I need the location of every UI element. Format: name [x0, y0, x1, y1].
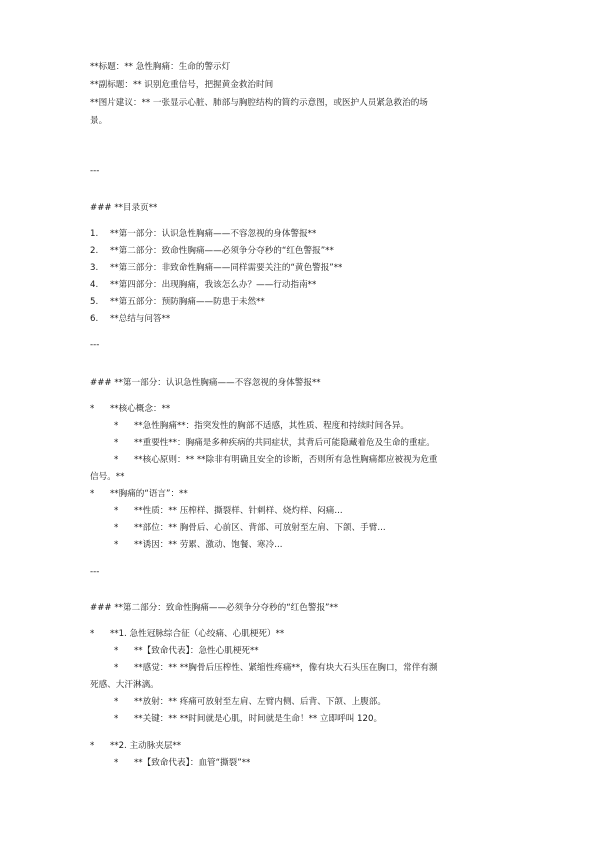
toc-item: **总结与问答**	[110, 314, 171, 324]
core-concept-item: **重要性**：胸痛是多种疾病的共同症状，其背后可能隐藏着危及生命的重症。	[134, 438, 435, 448]
toc-number: 4.	[90, 280, 99, 290]
aortic-dissection-title: **2. 主动脉夹层**	[110, 741, 182, 751]
pain-character-item: **性质：** 压榨样、撕裂样、针刺样、烧灼样、闷痛...	[134, 506, 343, 516]
aortic-dissection-representative: **【致命代表】：血管“撕裂”**	[134, 758, 251, 768]
bullet-marker: *	[114, 523, 119, 533]
toc-item: **第四部分：出现胸痛，我该怎么办？——行动指南**	[110, 280, 317, 290]
core-concept-item: **核心原则：** **除非有明确且安全的诊断，否则所有急性胸痛都应被视为危重	[134, 455, 438, 465]
pain-location-item: **部位：** 胸骨后、心前区、背部、可放射至左肩、下颌、手臂...	[134, 523, 386, 533]
part1-heading: ### **第一部分：认识急性胸痛——不容忽视的身体警报**	[90, 378, 321, 388]
toc-number: 1.	[90, 229, 99, 239]
bullet-marker: *	[114, 697, 119, 707]
subtitle-line: **副标题：** 识别危重信号，把握黄金救治时间	[90, 80, 274, 90]
bullet-marker: *	[114, 506, 119, 516]
bullet-marker: *	[90, 741, 95, 751]
acs-title: **1. 急性冠脉综合征（心绞痛、心肌梗死）**	[110, 629, 285, 639]
acs-representative: **【致命代表】：急性心肌梗死**	[134, 646, 259, 656]
core-concept-item-cont: 信号。**	[90, 472, 125, 482]
toc-number: 6.	[90, 314, 99, 324]
bullet-marker: *	[114, 714, 119, 724]
chest-pain-language-bullet: **胸痛的“语言”：**	[110, 489, 188, 499]
bullet-marker: *	[114, 663, 119, 673]
bullet-marker: *	[90, 489, 95, 499]
acs-feeling-cont: 死感、大汗淋漓。	[90, 680, 159, 690]
toc-number: 3.	[90, 263, 99, 273]
image-suggestion-line: **图片建议：** 一张显示心脏、肺部与胸腔结构的简约示意图，或医护人员紧急救治的场	[90, 98, 428, 108]
separator: ---	[90, 340, 100, 350]
toc-number: 2.	[90, 246, 99, 256]
bullet-marker: *	[114, 646, 119, 656]
bullet-marker: *	[90, 404, 95, 414]
core-concept-bullet: **核心概念：**	[110, 404, 171, 414]
toc-item: **第三部分：非致命性胸痛——同样需要关注的“黄色警报”**	[110, 263, 343, 273]
bullet-marker: *	[114, 421, 119, 431]
acs-radiation: **放射：** 疼痛可放射至左肩、左臂内侧、后背、下颌、上腹部。	[134, 697, 386, 707]
separator: ---	[90, 166, 100, 176]
separator: ---	[90, 567, 100, 577]
acs-feeling: **感觉：** **胸骨后压榨性、紧缩性疼痛**，像有块大石头压在胸口，常伴有濒	[134, 663, 438, 673]
bullet-marker: *	[114, 455, 119, 465]
toc-number: 5.	[90, 297, 99, 307]
part2-heading: ### **第二部分：致命性胸痛——必须争分夺秒的“红色警报”**	[90, 603, 339, 613]
toc-item: **第一部分：认识急性胸痛——不容忽视的身体警报**	[110, 229, 317, 239]
bullet-marker: *	[114, 540, 119, 550]
toc-item: **第二部分：致命性胸痛——必须争分夺秒的“红色警报”**	[110, 246, 334, 256]
bullet-marker: *	[114, 758, 119, 768]
pain-trigger-item: **诱因：** 劳累、激动、饱餐、寒冷...	[134, 540, 283, 550]
toc-item: **第五部分：预防胸痛——防患于未然**	[110, 297, 265, 307]
title-line: **标题：** 急性胸痛：生命的警示灯	[90, 62, 231, 72]
image-suggestion-line-cont: 景。	[90, 116, 108, 126]
toc-heading: ### **目录页**	[90, 203, 158, 213]
acs-key-point: **关键：** **时间就是心肌，时间就是生命！** 立即呼叫 120。	[134, 714, 383, 724]
core-concept-item: **急性胸痛**：指突发性的胸部不适感，其性质、程度和持续时间各异。	[134, 421, 410, 431]
bullet-marker: *	[114, 438, 119, 448]
bullet-marker: *	[90, 629, 95, 639]
